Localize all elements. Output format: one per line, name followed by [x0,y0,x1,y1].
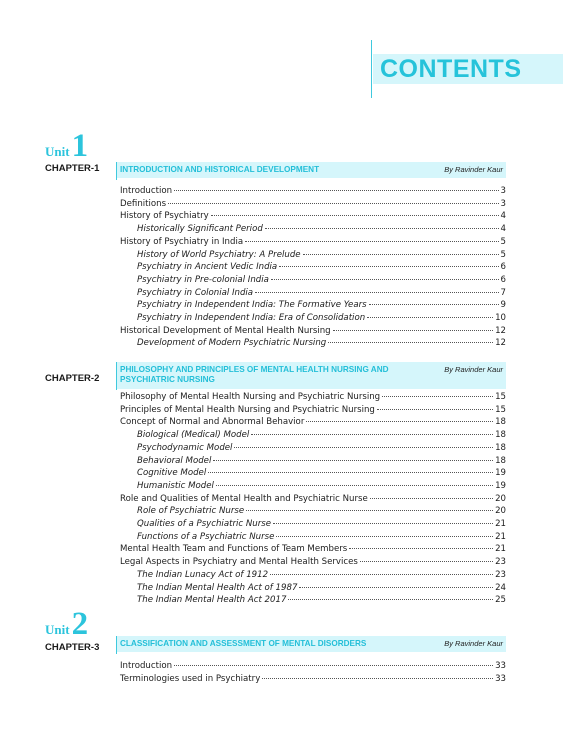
toc-page-number: 25 [495,595,506,606]
toc-entry-title: Legal Aspects in Psychiatry and Mental Health Services [120,557,358,568]
toc-page-number: 6 [500,274,506,285]
dot-leader [174,189,498,191]
unit-2-label [45,606,88,643]
toc-entry[interactable] [120,392,506,403]
toc-page-number: 10 [495,313,506,323]
toc-entry-title: Definitions [120,198,167,209]
unit-word: Unit [45,144,70,159]
toc-entry-title: Philosophy of Mental Health Nursing and Psychiatric Nursing [120,392,381,402]
toc-entry-title: Role of Psychiatric Nurse [137,506,245,517]
chapter-1-label: CHAPTER-1 [45,163,100,174]
toc-page-number: 24 [495,582,506,593]
chapter-3-title: CLASSIFICATION AND ASSESSMENT OF MENTAL DISORDERS [120,639,367,648]
toc-entry[interactable] [137,456,506,467]
unit-number: 2 [71,606,89,642]
toc-page-number: 21 [495,519,506,529]
toc-entry-title: The Indian Mental Health Act 2017 [137,595,287,606]
dot-leader [234,446,493,448]
chapter-2-author: By Ravinder Kaur [444,365,503,374]
toc-entry[interactable] [137,430,506,441]
toc-page-number: 15 [495,392,506,402]
toc-entry[interactable] [120,544,506,555]
toc-entry[interactable] [137,481,506,492]
toc-entry-title: Psychiatry in Independent India: Era of Consolidation [137,313,366,323]
dot-leader [299,586,493,588]
chapter-3-header [117,636,506,652]
dot-leader [276,535,493,537]
toc-entry-title: History of Psychiatry [120,211,209,222]
toc-entry-title: Humanistic Model [137,480,214,491]
toc-page-number: 23 [495,569,506,580]
toc-entry-title: Mental Health Team and Functions of Team Members [120,544,348,555]
unit-word: Unit [45,622,70,637]
toc-entry[interactable] [137,595,506,606]
toc-page-number: 7 [500,287,506,298]
toc-entry-title: Historical Development of Mental Health Nursing [120,325,331,336]
dot-leader [216,484,493,486]
toc-page-number: 3 [500,198,506,209]
dot-leader [369,303,499,305]
toc-entry[interactable] [137,583,506,594]
toc-entry-title: Development of Modern Psychiatric Nursing [137,338,327,349]
toc-entry[interactable] [137,468,506,479]
toc-entry[interactable] [137,300,506,311]
toc-entry-title: History of World Psychiatry: A Prelude [137,249,301,260]
dot-leader [255,291,498,293]
chapter-1-title: INTRODUCTION AND HISTORICAL DEVELOPMENT [120,165,320,174]
chapter-3-author: By Ravinder Kaur [444,639,503,648]
dot-leader [382,395,493,397]
dot-leader [328,341,493,343]
toc-entry-title: Principles of Mental Health Nursing and Psychiatric Nursing [120,404,375,415]
dot-leader [270,573,493,575]
toc-entry[interactable] [137,532,506,543]
contents-accent-line [371,40,372,98]
toc-entry[interactable] [120,661,506,672]
toc-entry-title: Introduction [120,661,173,671]
dot-leader [271,278,499,280]
toc-entry[interactable] [137,288,506,299]
toc-page-number: 21 [495,531,506,542]
toc-page-number: 33 [495,673,506,684]
toc-page-number: 12 [495,325,506,336]
dot-leader [360,560,493,562]
dot-leader [349,547,493,549]
toc-entry-title: Introduction [120,186,173,196]
toc-entry[interactable] [137,338,506,349]
chapter-2-header [117,362,506,389]
toc-entry-title: Psychodynamic Model [137,442,233,453]
toc-page-number: 19 [495,468,506,479]
toc-entry[interactable] [120,237,506,248]
toc-page-number: 4 [500,224,506,235]
toc-entry[interactable] [120,405,506,416]
dot-leader [262,677,493,679]
toc-entry[interactable] [137,506,506,517]
dot-leader [246,509,493,511]
dot-leader [211,214,499,216]
toc-entry[interactable] [137,250,506,261]
unit-1-label [45,128,88,165]
toc-page-number: 9 [500,300,506,311]
toc-page-number: 33 [495,661,506,671]
chapter-3-label: CHAPTER-3 [45,642,100,653]
toc-entry-title: Concept of Normal and Abnormal Behavior [120,417,305,428]
toc-page-number: 18 [495,417,506,428]
dot-leader [245,240,498,242]
unit-number: 1 [71,128,89,164]
toc-entry-title: Functions of a Psychiatric Nurse [137,531,275,542]
toc-entry-title: Terminologies used in Psychiatry [120,673,261,684]
toc-entry-title: Psychiatry in Ancient Vedic India [137,262,278,273]
toc-entry[interactable] [120,199,506,210]
toc-entry-title: Role and Qualities of Mental Health and Psychiatric Nurse [120,493,368,504]
toc-entry-title: Biological (Medical) Model [137,430,250,441]
toc-entry-title: History of Psychiatry in India [120,236,244,247]
toc-page-number: 5 [500,249,506,260]
toc-entry-title: Psychiatry in Colonial India [137,287,254,298]
toc-entry-title: The Indian Lunacy Act of 1912 [137,569,269,580]
toc-entry-title: Psychiatry in Pre-colonial India [137,274,269,285]
toc-page-number: 4 [500,211,506,222]
toc-entry-title: Historically Significant Period [137,224,263,235]
toc-page-number: 18 [495,442,506,453]
toc-page-number: 20 [495,506,506,517]
dot-leader [370,497,493,499]
toc-entry-title: The Indian Mental Health Act of 1987 [137,582,298,593]
dot-leader [213,459,493,461]
dot-leader [174,664,493,666]
chapter-2-title: PHILOSOPHY AND PRINCIPLES OF MENTAL HEALTH NURSING AND PSYCHIATRIC NURSING [120,365,389,384]
dot-leader [208,471,493,473]
toc-entry-title: Behavioral Model [137,455,212,466]
toc-entry[interactable] [137,262,506,273]
toc-entry[interactable] [120,211,506,222]
dot-leader [168,202,498,204]
toc-entry[interactable] [137,519,506,530]
chapter-2-label: CHAPTER-2 [45,373,100,384]
toc-entry[interactable] [120,417,506,428]
toc-entry[interactable] [137,313,506,324]
dot-leader [279,265,498,267]
chapter-1-header [117,162,506,178]
dot-leader [265,227,499,229]
toc-page-number: 3 [500,186,506,196]
toc-entry[interactable] [120,186,506,197]
toc-entry[interactable] [120,326,506,337]
toc-page-number: 23 [495,557,506,568]
dot-leader [333,329,493,331]
chapter-1-author: By Ravinder Kaur [444,165,503,174]
dot-leader [251,433,493,435]
toc-page-number: 21 [495,544,506,555]
toc-page-number: 5 [500,236,506,247]
toc-page-number: 6 [500,262,506,273]
toc-entry[interactable] [137,570,506,581]
dot-leader [367,316,493,318]
toc-entry-title: Cognitive Model [137,468,207,479]
toc-entry[interactable] [120,494,506,505]
toc-page-number: 15 [495,404,506,415]
toc-page-number: 19 [495,480,506,491]
toc-entry-title: Psychiatry in Independent India: The Formative Years [137,300,367,311]
toc-entry[interactable] [137,224,506,235]
toc-page-number: 18 [495,455,506,466]
toc-page-number: 18 [495,430,506,441]
dot-leader [303,253,499,255]
dot-leader [288,598,493,600]
toc-entry[interactable] [137,275,506,286]
toc-entry[interactable] [137,443,506,454]
toc-page-number: 20 [495,493,506,504]
dot-leader [306,420,493,422]
toc-entry[interactable] [120,674,506,685]
page-title: CONTENTS [380,55,522,83]
toc-entry[interactable] [120,557,506,568]
dot-leader [377,408,493,410]
toc-page-number: 12 [495,338,506,349]
dot-leader [273,522,493,524]
toc-entry-title: Qualities of a Psychiatric Nurse [137,519,272,529]
